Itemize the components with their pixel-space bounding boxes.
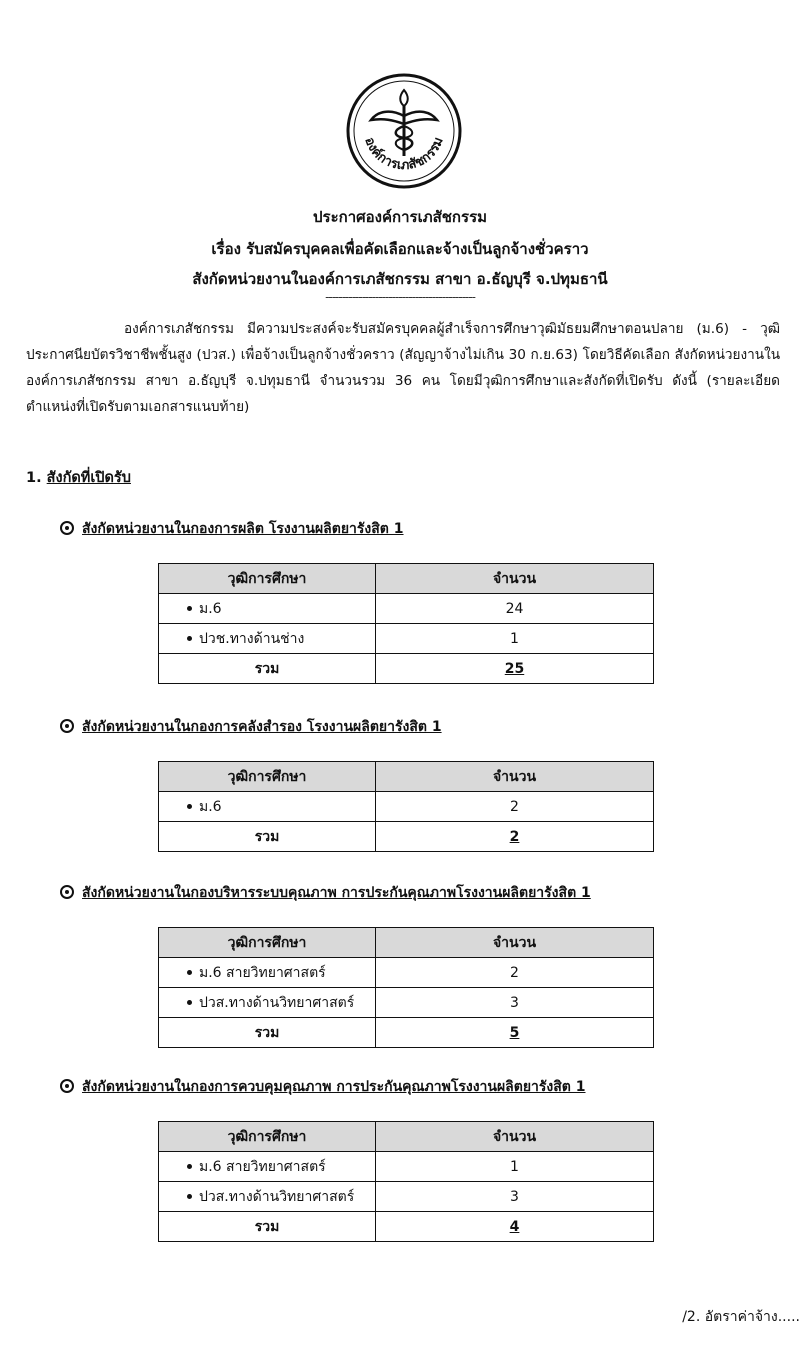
header-count: จำนวน bbox=[376, 1122, 654, 1152]
quota-table-3 bbox=[158, 927, 654, 1048]
education-cell: ม.6 สายวิทยาศาสตร์ bbox=[159, 1152, 376, 1182]
group-title-3: สังกัดหน่วยงานในกองบริหารระบบคุณภาพ การประกันคุณภาพโรงงานผลิตยารังสิต 1 bbox=[60, 882, 591, 904]
svg-text:องค์การเภสัชกรรม: องค์การเภสัชกรรม bbox=[361, 135, 447, 174]
intro-paragraph: องค์การเภสัชกรรม มีความประสงค์จะรับสมัครบุคคลผู้สำเร็จการศึกษาวุฒิมัธยมศึกษาตอนปลาย (ม.6) - วุฒิประกาศนียบัตรวิชาชีพชั้นสูง (ปวส.) เพื่อจ้างเป็นลูกจ้างชั่วคราว (สัญญาจ้างไม่เกิน 30 ก.ย.63) โดยวิธีคัดเลือก สังกัดหน่วยงานในองค์การเภสัชกรรม สาขา อ.ธัญบุรี จ.ปทุมธานี จำนวนรวม 36 คน โดยมีวุฒิการศึกษาและสังกัดที่เปิดรับ ดังนี้ (รายละเอียดตำแหน่งที่เปิดรับตามเอกสารแนบท้าย) bbox=[26, 321, 780, 415]
total-label: รวม bbox=[159, 1018, 376, 1048]
target-bullet-icon bbox=[60, 719, 74, 733]
bullet-icon bbox=[187, 636, 192, 641]
group-title-2: สังกัดหน่วยงานในกองการคลังสำรอง โรงงานผลิตยารังสิต 1 bbox=[60, 716, 442, 738]
count-cell: 2 bbox=[376, 792, 654, 822]
table-row bbox=[159, 1182, 654, 1212]
bullet-icon bbox=[187, 1194, 192, 1199]
bullet-icon bbox=[187, 804, 192, 809]
section-label: สังกัดที่เปิดรับ bbox=[46, 470, 131, 486]
education-cell: ปวช.ทางด้านช่าง bbox=[159, 624, 376, 654]
count-cell: 2 bbox=[376, 958, 654, 988]
table-header-row bbox=[159, 762, 654, 792]
total-value: 25 bbox=[376, 654, 654, 684]
count-cell: 3 bbox=[376, 988, 654, 1018]
quota-table-1 bbox=[158, 563, 654, 684]
education-cell: ปวส.ทางด้านวิทยาศาสตร์ bbox=[159, 1182, 376, 1212]
education-cell: ม.6 bbox=[159, 594, 376, 624]
continuation-note: /2. อัตราค่าจ้าง..... bbox=[682, 1309, 800, 1325]
education-cell: ม.6 สายวิทยาศาสตร์ bbox=[159, 958, 376, 988]
quota-table-2 bbox=[158, 761, 654, 852]
table-total-row bbox=[159, 822, 654, 852]
header-count: จำนวน bbox=[376, 928, 654, 958]
count-cell: 24 bbox=[376, 594, 654, 624]
header-education: วุฒิการศึกษา bbox=[159, 1122, 376, 1152]
bullet-icon bbox=[187, 606, 192, 611]
table-row bbox=[159, 594, 654, 624]
total-label: รวม bbox=[159, 1212, 376, 1242]
quota-table-4 bbox=[158, 1121, 654, 1242]
count-cell: 1 bbox=[376, 1152, 654, 1182]
header-education: วุฒิการศึกษา bbox=[159, 564, 376, 594]
target-bullet-icon bbox=[60, 885, 74, 899]
total-label: รวม bbox=[159, 822, 376, 852]
table-row bbox=[159, 624, 654, 654]
total-label: รวม bbox=[159, 654, 376, 684]
bullet-icon bbox=[187, 1000, 192, 1005]
education-cell: ม.6 bbox=[159, 792, 376, 822]
group-title-1: สังกัดหน่วยงานในกองการผลิต โรงงานผลิตยารังสิต 1 bbox=[60, 518, 404, 540]
announcement-subject: เรื่อง รับสมัครบุคคลเพื่อคัดเลือกและจ้างเป็นลูกจ้างชั่วคราว bbox=[211, 240, 589, 258]
table-total-row bbox=[159, 1018, 654, 1048]
announcement-scope: สังกัดหน่วยงานในองค์การเภสัชกรรม สาขา อ.ธัญบุรี จ.ปทุมธานี bbox=[192, 270, 608, 288]
heading-divider: --------------------------------------------- bbox=[325, 290, 475, 304]
table-row bbox=[159, 792, 654, 822]
count-cell: 1 bbox=[376, 624, 654, 654]
bullet-icon bbox=[187, 970, 192, 975]
table-row bbox=[159, 958, 654, 988]
header-count: จำนวน bbox=[376, 564, 654, 594]
total-value: 5 bbox=[376, 1018, 654, 1048]
gpo-seal-logo bbox=[345, 72, 463, 190]
table-header-row bbox=[159, 564, 654, 594]
header-education: วุฒิการศึกษา bbox=[159, 928, 376, 958]
count-cell: 3 bbox=[376, 1182, 654, 1212]
bullet-icon bbox=[187, 1164, 192, 1169]
group-title-4: สังกัดหน่วยงานในกองการควบคุมคุณภาพ การประกันคุณภาพโรงงานผลิตยารังสิต 1 bbox=[60, 1076, 586, 1098]
announcement-title: ประกาศองค์การเภสัชกรรม bbox=[312, 208, 488, 226]
table-header-row bbox=[159, 928, 654, 958]
section-1-title bbox=[26, 466, 131, 489]
table-total-row bbox=[159, 1212, 654, 1242]
table-total-row bbox=[159, 654, 654, 684]
table-row bbox=[159, 988, 654, 1018]
target-bullet-icon bbox=[60, 521, 74, 535]
education-cell: ปวส.ทางด้านวิทยาศาสตร์ bbox=[159, 988, 376, 1018]
total-value: 2 bbox=[376, 822, 654, 852]
header-education: วุฒิการศึกษา bbox=[159, 762, 376, 792]
target-bullet-icon bbox=[60, 1079, 74, 1093]
table-row bbox=[159, 1152, 654, 1182]
header-count: จำนวน bbox=[376, 762, 654, 792]
total-value: 4 bbox=[376, 1212, 654, 1242]
section-number: 1. bbox=[26, 470, 42, 486]
table-header-row bbox=[159, 1122, 654, 1152]
